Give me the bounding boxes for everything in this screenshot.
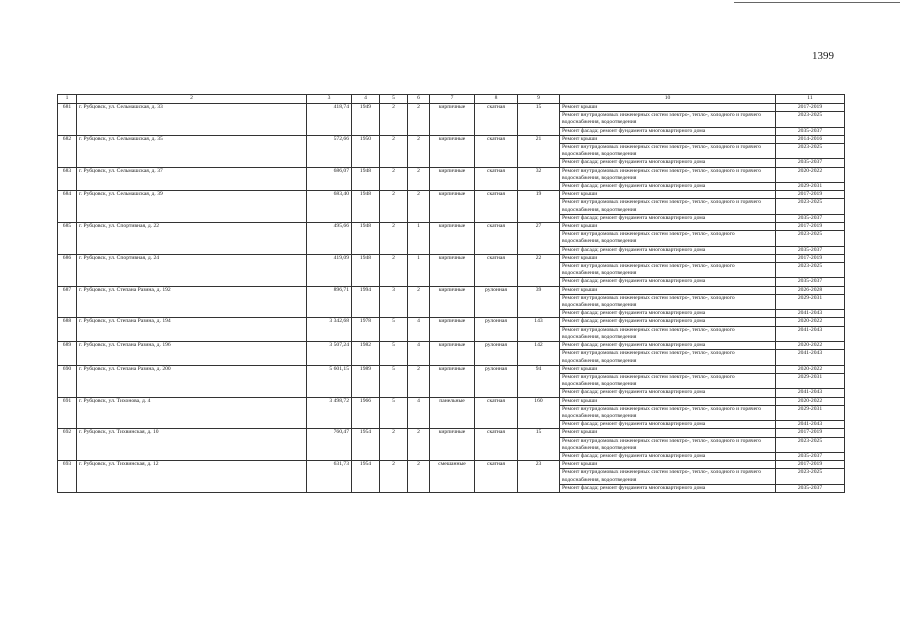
cell-floors: 2 bbox=[380, 191, 408, 223]
cell-roof: скатная bbox=[475, 461, 518, 493]
cell-floors: 2 bbox=[380, 223, 408, 255]
cell-work-type: Ремонт внутридомовых инженерных систем электро-, тепло-, холодного и горячего водоснабжения, водоотведения bbox=[560, 167, 776, 182]
cell-year: 1954 bbox=[352, 429, 380, 461]
cell-area: 631,73 bbox=[307, 461, 352, 493]
cell-floors: 2 bbox=[380, 135, 408, 167]
cell-apts: 15 bbox=[518, 429, 560, 461]
cell-area: 686,07 bbox=[307, 167, 352, 191]
cell-walls: кирпичные bbox=[430, 318, 475, 342]
cell-roof: скатная bbox=[475, 397, 518, 429]
cell-work-type: Ремонт внутридомовых инженерных систем электро-, тепло-, холодного водоснабжения, водоотведения bbox=[560, 294, 776, 309]
cell-entr: 4 bbox=[408, 318, 430, 342]
cell-floors: 2 bbox=[380, 461, 408, 493]
cell-n: 688 bbox=[58, 318, 77, 342]
cell-work-type: Ремонт внутридомовых инженерных систем электро-, тепло-, холодного и горячего водоснабжения, водоотведения bbox=[560, 437, 776, 452]
cell-period: 2017-2019 bbox=[776, 254, 845, 262]
cell-work-type: Ремонт внутридомовых инженерных систем электро-, тепло-, холодного и горячего водоснабжения, водоотведения bbox=[560, 199, 776, 214]
table-row bbox=[58, 365, 845, 373]
cell-addr: г. Рубцовск, ул. Спортивная, д. 22 bbox=[77, 223, 307, 255]
cell-area: 3 342,68 bbox=[307, 318, 352, 342]
cell-year: 1978 bbox=[352, 318, 380, 342]
cell-period: 2035-2037 bbox=[776, 246, 845, 254]
column-number-6: 6 bbox=[408, 95, 430, 104]
cell-period: 2023-2025 bbox=[776, 263, 845, 278]
cell-period: 2017-2019 bbox=[776, 223, 845, 231]
cell-apts: 19 bbox=[518, 191, 560, 223]
cell-roof: скатная bbox=[475, 223, 518, 255]
cell-period: 2041-2043 bbox=[776, 326, 845, 341]
table-row bbox=[58, 191, 845, 199]
cell-work-type: Ремонт внутридомовых инженерных систем электро-, тепло-, холодного водоснабжения, водоотведения bbox=[560, 263, 776, 278]
cell-work-type: Ремонт крыши bbox=[560, 135, 776, 143]
cell-area: 3 507,24 bbox=[307, 342, 352, 366]
cell-year: 1948 bbox=[352, 223, 380, 255]
cell-addr: г. Рубцовск, ул. Тихонова, д. 4 bbox=[77, 397, 307, 429]
column-number-row bbox=[58, 95, 845, 104]
column-number-11: 11 bbox=[776, 95, 845, 104]
table-row bbox=[58, 461, 845, 469]
cell-year: 1949 bbox=[352, 104, 380, 136]
cell-addr: г. Рубцовск, ул. Степана Разина, д. 192 bbox=[77, 286, 307, 318]
cell-apts: 143 bbox=[518, 318, 560, 342]
column-number-7: 7 bbox=[430, 95, 475, 104]
cell-entr: 2 bbox=[408, 167, 430, 191]
cell-work-type: Ремонт фасада; ремонт фундамента многоквартирного дома bbox=[560, 421, 776, 429]
cell-floors: 2 bbox=[380, 429, 408, 461]
cell-area: 5 601,15 bbox=[307, 365, 352, 397]
repair-schedule-table bbox=[57, 94, 845, 493]
column-number-4: 4 bbox=[352, 95, 380, 104]
column-number-10: 10 bbox=[560, 95, 776, 104]
cell-work-type: Ремонт внутридомовых инженерных систем электро-, тепло-, холодного водоснабжения, водоотведения bbox=[560, 326, 776, 341]
cell-work-type: Ремонт крыши bbox=[560, 397, 776, 405]
cell-walls: кирпичные bbox=[430, 365, 475, 397]
cell-period: 2029-2031 bbox=[776, 405, 845, 420]
cell-entr: 2 bbox=[408, 429, 430, 461]
cell-work-type: Ремонт внутридомовых инженерных систем электро-, тепло-, холодного и горячего водоснабжения, водоотведения bbox=[560, 144, 776, 159]
cell-year: 1966 bbox=[352, 397, 380, 429]
cell-roof: скатная bbox=[475, 254, 518, 286]
cell-work-type: Ремонт крыши bbox=[560, 429, 776, 437]
cell-year: 1950 bbox=[352, 135, 380, 167]
cell-work-type: Ремонт внутридомовых инженерных систем электро-, тепло-, холодного водоснабжения, водоотведения bbox=[560, 373, 776, 388]
cell-floors: 5 bbox=[380, 318, 408, 342]
cell-roof: скатная bbox=[475, 135, 518, 167]
cell-n: 689 bbox=[58, 342, 77, 366]
cell-addr: г. Рубцовск, ул. Степана Разина, д. 194 bbox=[77, 318, 307, 342]
table-row bbox=[58, 397, 845, 405]
cell-period: 2020-2022 bbox=[776, 342, 845, 350]
cell-work-type: Ремонт крыши bbox=[560, 223, 776, 231]
cell-walls: кирпичные bbox=[430, 286, 475, 318]
cell-n: 681 bbox=[58, 104, 77, 136]
cell-work-type: Ремонт фасада; ремонт фундамента многоквартирного дома bbox=[560, 159, 776, 167]
cell-work-type: Ремонт крыши bbox=[560, 286, 776, 294]
cell-walls: панельные bbox=[430, 397, 475, 429]
cell-period: 2023-2025 bbox=[776, 231, 845, 246]
cell-roof: рулонная bbox=[475, 286, 518, 318]
cell-period: 2035-2037 bbox=[776, 278, 845, 286]
cell-n: 687 bbox=[58, 286, 77, 318]
cell-apts: 27 bbox=[518, 223, 560, 255]
cell-roof: скатная bbox=[475, 167, 518, 191]
cell-period: 2035-2037 bbox=[776, 159, 845, 167]
cell-area: 495,66 bbox=[307, 223, 352, 255]
cell-floors: 3 bbox=[380, 286, 408, 318]
cell-work-type: Ремонт фасада; ремонт фундамента многоквартирного дома bbox=[560, 246, 776, 254]
cell-work-type: Ремонт крыши bbox=[560, 191, 776, 199]
cell-entr: 2 bbox=[408, 365, 430, 397]
cell-work-type: Ремонт фасада; ремонт фундамента многоквартирного дома bbox=[560, 452, 776, 460]
table-row bbox=[58, 318, 845, 326]
cell-walls: кирпичные bbox=[430, 342, 475, 366]
cell-floors: 5 bbox=[380, 342, 408, 366]
cell-work-type: Ремонт внутридомовых инженерных систем электро-, тепло-, холодного и горячего водоснабжения, водоотведения bbox=[560, 405, 776, 420]
cell-addr: г. Рубцовск, ул. Сельмашская, д. 33 bbox=[77, 104, 307, 136]
cell-n: 684 bbox=[58, 191, 77, 223]
table-row bbox=[58, 135, 845, 143]
cell-work-type: Ремонт крыши bbox=[560, 104, 776, 112]
cell-year: 1982 bbox=[352, 342, 380, 366]
cell-entr: 1 bbox=[408, 223, 430, 255]
cell-floors: 5 bbox=[380, 397, 408, 429]
cell-addr: г. Рубцовск, ул. Тихвинская, д. 10 bbox=[77, 429, 307, 461]
table-row bbox=[58, 167, 845, 182]
cell-year: 1948 bbox=[352, 254, 380, 286]
cell-n: 686 bbox=[58, 254, 77, 286]
column-number-8: 8 bbox=[475, 95, 518, 104]
cell-period: 2023-2025 bbox=[776, 437, 845, 452]
cell-period: 2017-2019 bbox=[776, 104, 845, 112]
cell-work-type: Ремонт внутридомовых инженерных систем электро-, тепло-, холодного водоснабжения, водоотведения bbox=[560, 350, 776, 365]
cell-apts: 22 bbox=[518, 254, 560, 286]
cell-period: 2017-2019 bbox=[776, 429, 845, 437]
cell-roof: скатная bbox=[475, 191, 518, 223]
cell-period: 2020-2022 bbox=[776, 167, 845, 182]
cell-work-type: Ремонт фасада; ремонт фундамента многоквартирного дома bbox=[560, 214, 776, 222]
cell-period: 2014-2016 bbox=[776, 135, 845, 143]
cell-period: 2041-2043 bbox=[776, 389, 845, 397]
cell-walls: смешанные bbox=[430, 461, 475, 493]
cell-floors: 5 bbox=[380, 365, 408, 397]
cell-roof: скатная bbox=[475, 104, 518, 136]
cell-period: 2023-2025 bbox=[776, 144, 845, 159]
cell-roof: рулонная bbox=[475, 318, 518, 342]
cell-work-type: Ремонт фасада; ремонт фундамента многоквартирного дома bbox=[560, 318, 776, 326]
cell-n: 692 bbox=[58, 429, 77, 461]
cell-n: 690 bbox=[58, 365, 77, 397]
cell-addr: г. Рубцовск, ул. Степана Разина, д. 200 bbox=[77, 365, 307, 397]
cell-year: 1948 bbox=[352, 167, 380, 191]
column-number-9: 9 bbox=[518, 95, 560, 104]
cell-addr: г. Рубцовск, ул. Спортивная, д. 24 bbox=[77, 254, 307, 286]
cell-entr: 1 bbox=[408, 254, 430, 286]
cell-walls: кирпичные bbox=[430, 254, 475, 286]
cell-area: 572,66 bbox=[307, 135, 352, 167]
cell-area: 3 498,72 bbox=[307, 397, 352, 429]
cell-work-type: Ремонт фасада; ремонт фундамента многоквартирного дома bbox=[560, 389, 776, 397]
cell-walls: кирпичные bbox=[430, 191, 475, 223]
table-row bbox=[58, 104, 845, 112]
table-row bbox=[58, 342, 845, 350]
cell-work-type: Ремонт фасада; ремонт фундамента многоквартирного дома bbox=[560, 484, 776, 492]
cell-period: 2035-2037 bbox=[776, 214, 845, 222]
cell-entr: 2 bbox=[408, 135, 430, 167]
cell-year: 1954 bbox=[352, 461, 380, 493]
cell-n: 682 bbox=[58, 135, 77, 167]
cell-addr: г. Рубцовск, ул. Сельмашская, д. 39 bbox=[77, 191, 307, 223]
cell-n: 691 bbox=[58, 397, 77, 429]
cell-period: 2020-2022 bbox=[776, 318, 845, 326]
cell-entr: 4 bbox=[408, 397, 430, 429]
cell-area: 419,09 bbox=[307, 254, 352, 286]
cell-period: 2023-2025 bbox=[776, 112, 845, 127]
cell-apts: 94 bbox=[518, 365, 560, 397]
top-rule bbox=[734, 2, 900, 3]
cell-area: 418,74 bbox=[307, 104, 352, 136]
cell-floors: 2 bbox=[380, 167, 408, 191]
cell-work-type: Ремонт внутридомовых инженерных систем электро-, тепло-, холодного водоснабжения, водоотведения bbox=[560, 231, 776, 246]
cell-period: 2020-2022 bbox=[776, 397, 845, 405]
cell-addr: г. Рубцовск, ул. Тихвинская, д. 12 bbox=[77, 461, 307, 493]
cell-entr: 2 bbox=[408, 104, 430, 136]
cell-entr: 4 bbox=[408, 342, 430, 366]
table-row bbox=[58, 429, 845, 437]
cell-period: 2017-2019 bbox=[776, 191, 845, 199]
cell-floors: 2 bbox=[380, 254, 408, 286]
cell-year: 1948 bbox=[352, 191, 380, 223]
cell-n: 693 bbox=[58, 461, 77, 493]
cell-apts: 21 bbox=[518, 135, 560, 167]
table-row bbox=[58, 254, 845, 262]
cell-walls: кирпичные bbox=[430, 104, 475, 136]
cell-period: 2029-2031 bbox=[776, 183, 845, 191]
cell-work-type: Ремонт фасада; ремонт фундамента многоквартирного дома bbox=[560, 342, 776, 350]
cell-year: 1989 bbox=[352, 365, 380, 397]
cell-addr: г. Рубцовск, ул. Сельмашская, д. 35 bbox=[77, 135, 307, 167]
cell-walls: кирпичные bbox=[430, 429, 475, 461]
cell-work-type: Ремонт фасада; ремонт фундамента многоквартирного дома bbox=[560, 127, 776, 135]
cell-period: 2041-2043 bbox=[776, 310, 845, 318]
cell-period: 2041-2043 bbox=[776, 350, 845, 365]
cell-roof: скатная bbox=[475, 429, 518, 461]
cell-walls: кирпичные bbox=[430, 167, 475, 191]
cell-period: 2041-2043 bbox=[776, 421, 845, 429]
cell-period: 2029-2031 bbox=[776, 294, 845, 309]
cell-n: 685 bbox=[58, 223, 77, 255]
cell-work-type: Ремонт внутридомовых инженерных систем электро-, тепло-, холодного и горячего водоснабжения, водоотведения bbox=[560, 469, 776, 484]
cell-area: 896,71 bbox=[307, 286, 352, 318]
cell-period: 2017-2019 bbox=[776, 461, 845, 469]
cell-area: 760,47 bbox=[307, 429, 352, 461]
cell-apts: 23 bbox=[518, 461, 560, 493]
cell-roof: рулонная bbox=[475, 342, 518, 366]
cell-floors: 2 bbox=[380, 104, 408, 136]
cell-walls: кирпичные bbox=[430, 135, 475, 167]
cell-work-type: Ремонт внутридомовых инженерных систем электро-, тепло-, холодного и горячего водоснабжения, водоотведения bbox=[560, 112, 776, 127]
cell-work-type: Ремонт крыши bbox=[560, 365, 776, 373]
cell-work-type: Ремонт крыши bbox=[560, 254, 776, 262]
cell-work-type: Ремонт крыши bbox=[560, 461, 776, 469]
cell-roof: рулонная bbox=[475, 365, 518, 397]
page-number: 1399 bbox=[812, 50, 834, 62]
cell-period: 2020-2022 bbox=[776, 365, 845, 373]
cell-entr: 2 bbox=[408, 191, 430, 223]
cell-addr: г. Рубцовск, ул. Сельмашская, д. 37 bbox=[77, 167, 307, 191]
cell-entr: 2 bbox=[408, 461, 430, 493]
cell-walls: кирпичные bbox=[430, 223, 475, 255]
column-number-1: 1 bbox=[58, 95, 77, 104]
cell-period: 2035-2037 bbox=[776, 452, 845, 460]
cell-addr: г. Рубцовск, ул. Степана Разина, д. 196 bbox=[77, 342, 307, 366]
cell-period: 2035-2037 bbox=[776, 127, 845, 135]
cell-apts: 142 bbox=[518, 342, 560, 366]
cell-apts: 32 bbox=[518, 167, 560, 191]
table-row bbox=[58, 223, 845, 231]
column-number-2: 2 bbox=[77, 95, 307, 104]
table-row bbox=[58, 286, 845, 294]
cell-apts: 39 bbox=[518, 286, 560, 318]
cell-period: 2035-2037 bbox=[776, 484, 845, 492]
cell-work-type: Ремонт фасада; ремонт фундамента многоквартирного дома bbox=[560, 278, 776, 286]
cell-area: 683,40 bbox=[307, 191, 352, 223]
cell-period: 2023-2025 bbox=[776, 199, 845, 214]
cell-n: 683 bbox=[58, 167, 77, 191]
cell-period: 2029-2031 bbox=[776, 373, 845, 388]
cell-period: 2026-2028 bbox=[776, 286, 845, 294]
cell-apts: 160 bbox=[518, 397, 560, 429]
cell-period: 2023-2025 bbox=[776, 469, 845, 484]
cell-work-type: Ремонт фасада; ремонт фундамента многоквартирного дома bbox=[560, 310, 776, 318]
cell-work-type: Ремонт фасада; ремонт фундамента многоквартирного дома bbox=[560, 183, 776, 191]
cell-year: 1994 bbox=[352, 286, 380, 318]
cell-entr: 2 bbox=[408, 286, 430, 318]
cell-apts: 15 bbox=[518, 104, 560, 136]
column-number-5: 5 bbox=[380, 95, 408, 104]
column-number-3: 3 bbox=[307, 95, 352, 104]
